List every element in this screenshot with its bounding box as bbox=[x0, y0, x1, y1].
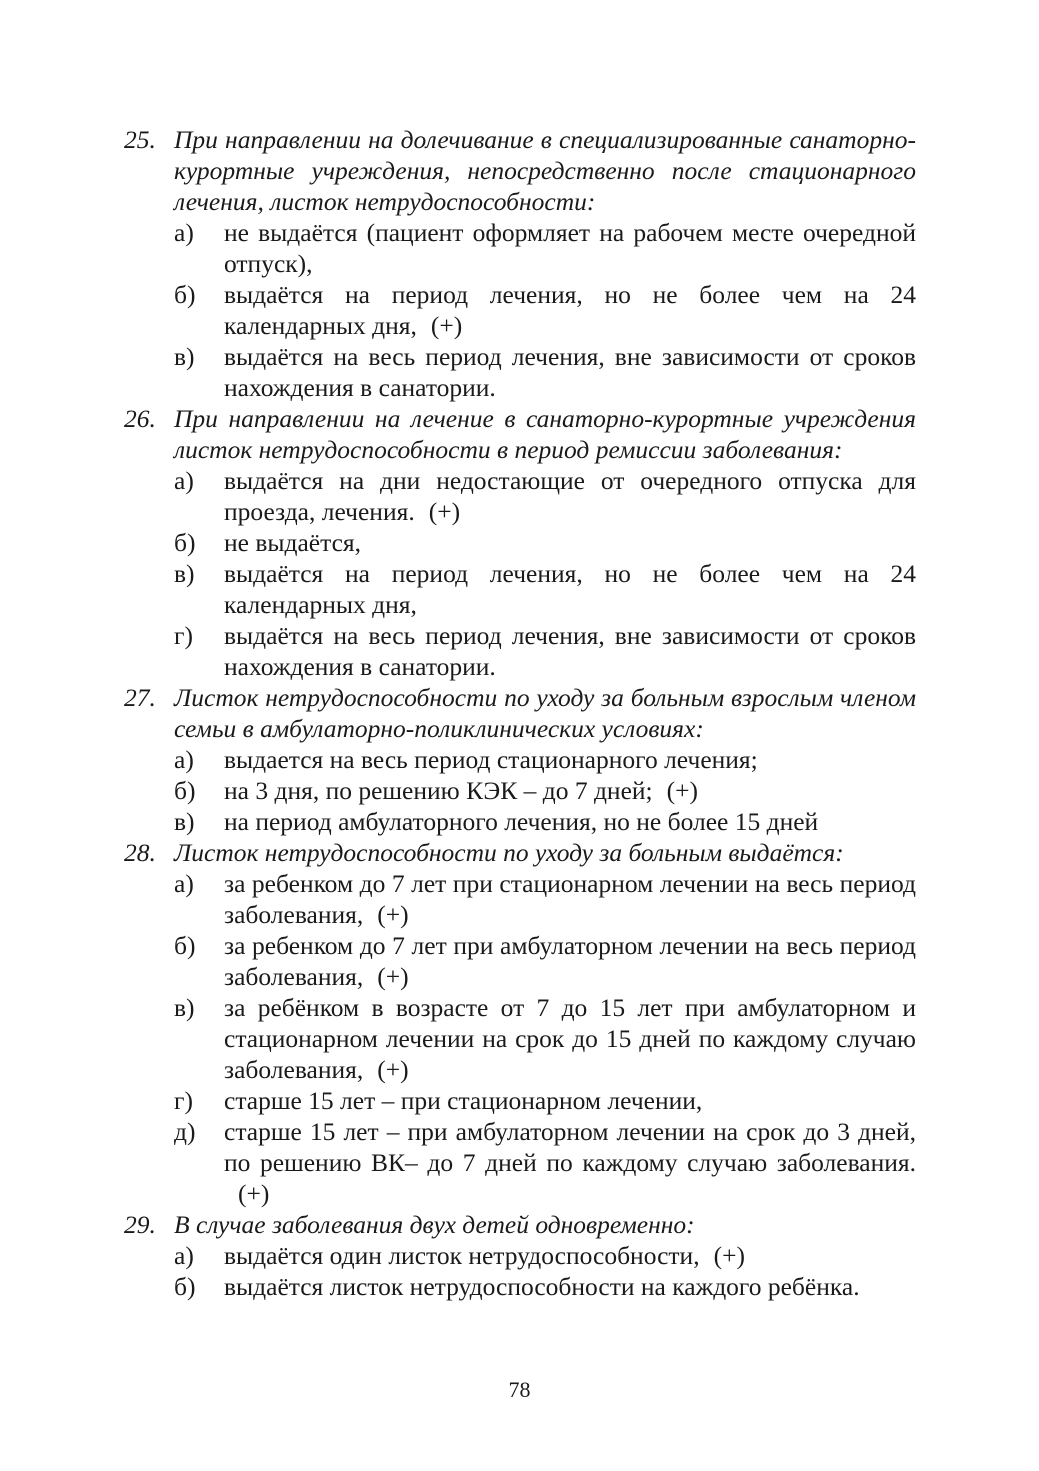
correct-answer-mark: (+) bbox=[377, 900, 409, 929]
option-text bbox=[224, 930, 916, 992]
option-letter: б) bbox=[174, 1272, 196, 1301]
option-label: за ребёнком в возрасте от 7 до 15 лет при амбулаторном и стационарном лечении на срок до 15 дней по каждому случаю заболевания, bbox=[224, 993, 916, 1084]
question-text: При направлении на лечение в санаторно-курортные учреждения листок нетрудоспособности в период ремиссии заболевания: bbox=[174, 404, 916, 464]
question-number: 26. bbox=[124, 404, 156, 433]
question-text: Листок нетрудоспособности по уходу за больным выдаётся: bbox=[174, 838, 844, 867]
question-header bbox=[124, 124, 916, 217]
question-number: 28. bbox=[124, 838, 156, 867]
correct-answer-mark: (+) bbox=[377, 962, 409, 991]
option-text bbox=[224, 1116, 916, 1209]
correct-answer-mark: (+) bbox=[238, 1179, 270, 1208]
answer-option-v bbox=[174, 992, 916, 1085]
answer-option-a bbox=[174, 868, 916, 930]
option-text bbox=[224, 992, 916, 1085]
question-number: 27. bbox=[124, 683, 156, 712]
answer-option-a bbox=[174, 744, 916, 775]
option-letter: б) bbox=[174, 280, 196, 309]
option-label: выдаётся на период лечения, но не более чем на 24 календарных дня, bbox=[224, 280, 916, 340]
answer-option-a bbox=[174, 1240, 916, 1271]
answer-option-a bbox=[174, 217, 916, 279]
question-26 bbox=[124, 403, 916, 682]
answer-option-b bbox=[174, 279, 916, 341]
option-label: не выдаётся, bbox=[224, 528, 362, 557]
question-number: 29. bbox=[124, 1210, 156, 1239]
question-29 bbox=[124, 1209, 916, 1302]
correct-answer-mark: (+) bbox=[666, 776, 699, 805]
question-text: В случае заболевания двух детей одновременно: bbox=[174, 1210, 695, 1239]
option-label: на период амбулаторного лечения, но не более 15 дней bbox=[224, 807, 819, 836]
option-letter: а) bbox=[174, 218, 194, 247]
answer-options bbox=[124, 217, 916, 403]
answer-option-g bbox=[174, 620, 916, 682]
option-label: выдаётся на дни недостающие от очередного отпуска для проезда, лечения. bbox=[224, 466, 916, 526]
option-label: выдаётся на период лечения, но не более чем на 24 календарных дня, bbox=[224, 559, 916, 619]
option-letter: а) bbox=[174, 466, 194, 495]
option-letter: в) bbox=[174, 559, 195, 588]
answer-option-b bbox=[174, 1271, 916, 1302]
option-label: выдаётся один листок нетрудоспособности, bbox=[224, 1241, 700, 1270]
page-number: 78 bbox=[508, 1377, 531, 1402]
option-text bbox=[224, 279, 916, 341]
question-text: Листок нетрудоспособности по уходу за больным взрослым членом семьи в амбулаторно-поликлинических условиях: bbox=[174, 683, 916, 743]
answer-options bbox=[124, 465, 916, 682]
option-letter: в) bbox=[174, 807, 195, 836]
option-label: за ребенком до 7 лет при амбулаторном лечении на весь период заболевания, bbox=[224, 931, 916, 991]
question-list bbox=[124, 124, 916, 1302]
option-label: старше 15 лет – при стационарном лечении, bbox=[224, 1086, 703, 1115]
option-letter: а) bbox=[174, 745, 194, 774]
question-text: При направлении на долечивание в специализированные санаторно-курортные учреждения, непосредственно после стационарного лечения, листок нетрудоспособности: bbox=[174, 125, 916, 216]
option-text bbox=[224, 775, 916, 806]
correct-answer-mark: (+) bbox=[377, 1055, 409, 1084]
option-text bbox=[224, 1085, 916, 1116]
answer-option-b bbox=[174, 930, 916, 992]
question-header bbox=[124, 682, 916, 744]
option-text bbox=[224, 465, 916, 527]
option-letter: г) bbox=[174, 1086, 193, 1115]
option-text bbox=[224, 558, 916, 620]
question-25 bbox=[124, 124, 916, 403]
option-label: за ребенком до 7 лет при стационарном лечении на весь период заболевания, bbox=[224, 869, 916, 929]
option-letter: б) bbox=[174, 931, 196, 960]
option-letter: в) bbox=[174, 993, 195, 1022]
option-letter: а) bbox=[174, 1241, 194, 1270]
answer-option-v bbox=[174, 806, 916, 837]
option-label: выдаётся листок нетрудоспособности на каждого ребёнка. bbox=[224, 1272, 860, 1301]
answer-option-d bbox=[174, 1116, 916, 1209]
answer-options bbox=[124, 1240, 916, 1302]
correct-answer-mark: (+) bbox=[428, 497, 461, 526]
option-letter: в) bbox=[174, 342, 195, 371]
option-text bbox=[224, 217, 916, 279]
question-header bbox=[124, 403, 916, 465]
question-header bbox=[124, 837, 916, 868]
option-text bbox=[224, 341, 916, 403]
option-label: выдаётся на весь период лечения, вне зависимости от сроков нахождения в санатории. bbox=[224, 342, 916, 402]
option-label: на 3 дня, по решению КЭК – до 7 дней; bbox=[224, 776, 653, 805]
answer-option-v bbox=[174, 558, 916, 620]
option-text bbox=[224, 868, 916, 930]
question-header bbox=[124, 1209, 916, 1240]
answer-options bbox=[124, 868, 916, 1209]
correct-answer-mark: (+) bbox=[430, 311, 463, 340]
option-label: старше 15 лет – при амбулаторном лечении на срок до 3 дней, по решению ВК– до 7 дней по каждому случаю заболевания. bbox=[224, 1117, 916, 1177]
answer-options bbox=[124, 744, 916, 837]
option-letter: д) bbox=[174, 1117, 196, 1146]
option-text bbox=[224, 527, 916, 558]
option-label: выдается на весь период стационарного лечения; bbox=[224, 745, 758, 774]
answer-option-b bbox=[174, 527, 916, 558]
question-28 bbox=[124, 837, 916, 1209]
option-letter: б) bbox=[174, 528, 196, 557]
answer-option-b bbox=[174, 775, 916, 806]
option-letter: б) bbox=[174, 776, 196, 805]
answer-option-a bbox=[174, 465, 916, 527]
option-letter: а) bbox=[174, 869, 194, 898]
question-number: 25. bbox=[124, 125, 156, 154]
answer-option-g bbox=[174, 1085, 916, 1116]
correct-answer-mark: (+) bbox=[713, 1241, 745, 1270]
question-27 bbox=[124, 682, 916, 837]
option-text bbox=[224, 1240, 916, 1271]
option-text bbox=[224, 806, 916, 837]
answer-option-v bbox=[174, 341, 916, 403]
option-text bbox=[224, 1271, 916, 1302]
option-label: выдаётся на весь период лечения, вне зависимости от сроков нахождения в санатории. bbox=[224, 621, 916, 681]
option-letter: г) bbox=[174, 621, 193, 650]
option-text bbox=[224, 744, 916, 775]
option-label: не выдаётся (пациент оформляет на рабочем месте очередной отпуск), bbox=[224, 218, 916, 278]
option-text bbox=[224, 620, 916, 682]
